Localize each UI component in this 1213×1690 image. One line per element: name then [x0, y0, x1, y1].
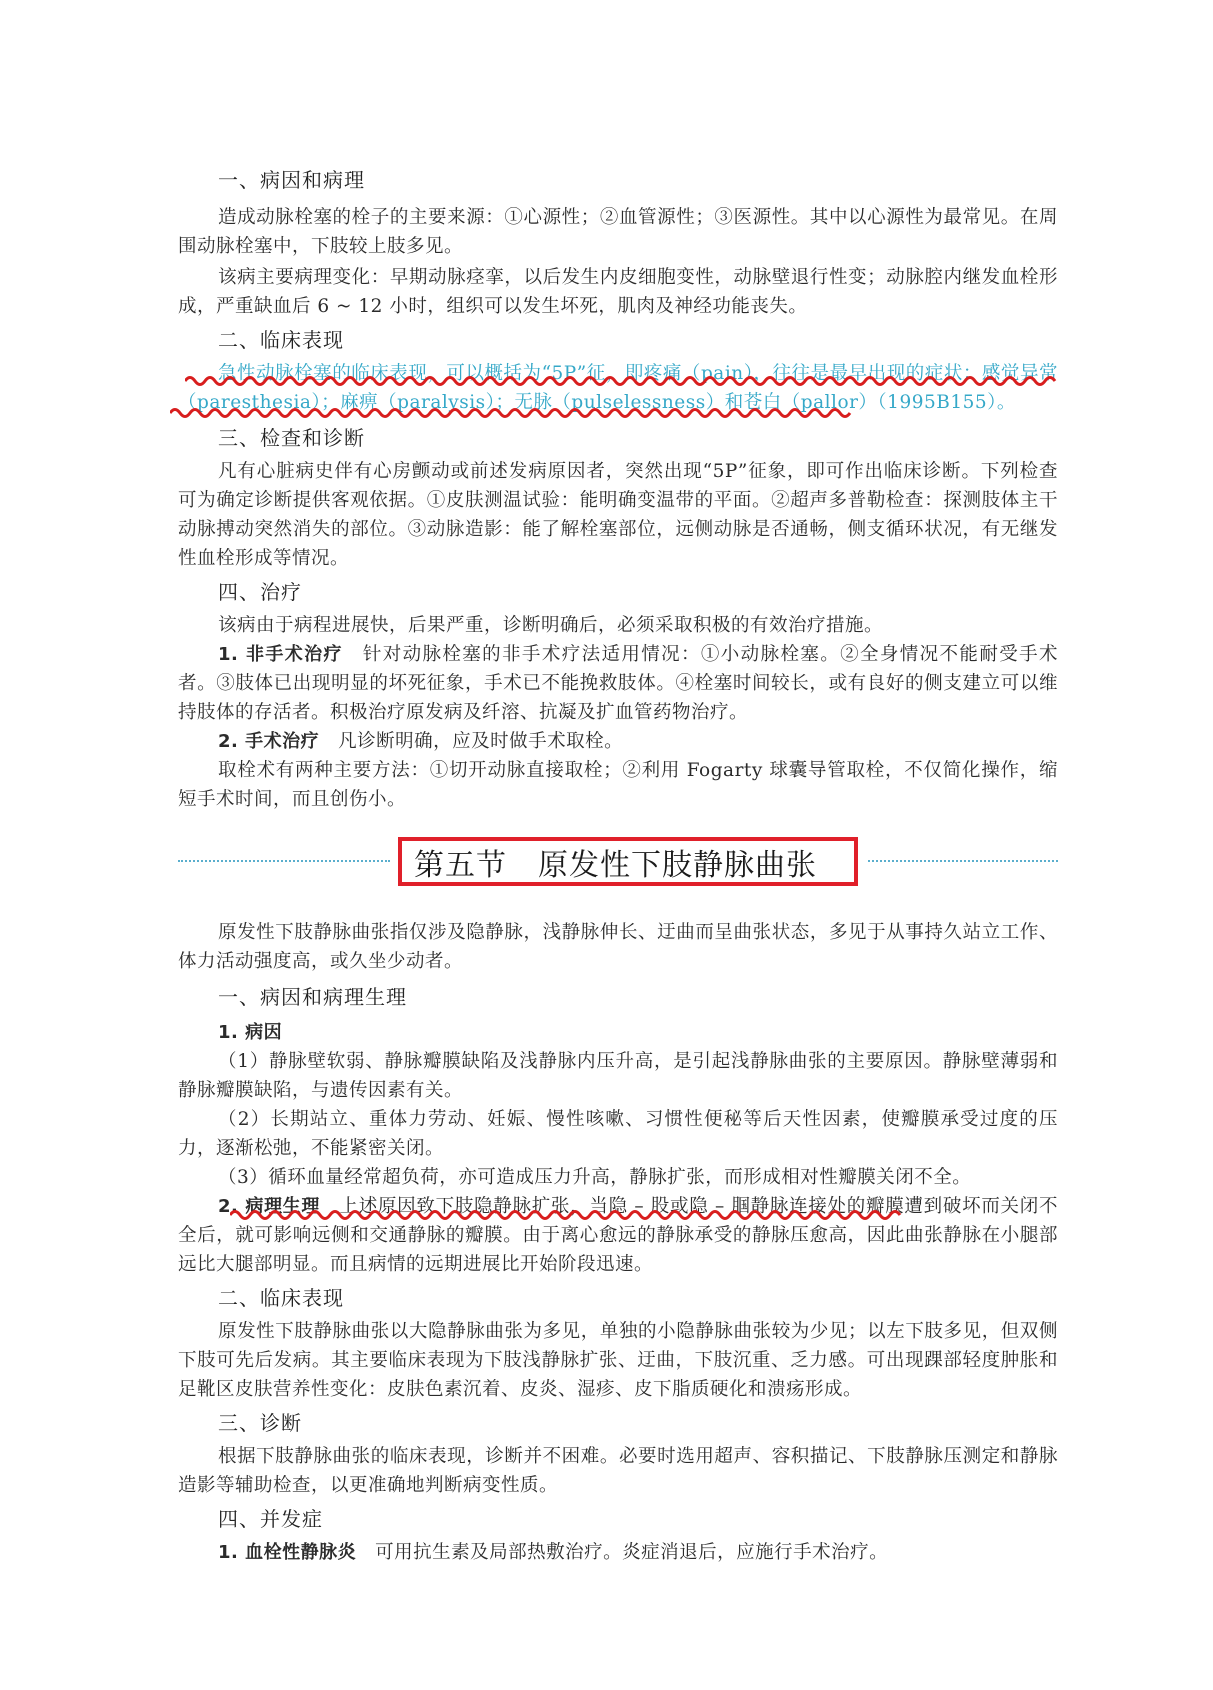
paragraph-5p-sign-highlighted: 急性动脉栓塞的临床表现，可以概括为“5P”征，即疼痛（pain），往往是最早出现的症状；感觉异常（paresthesia）；麻痹（paralysis）；无脉（pulselessness）和苍白（pallor）（1995B155）。 — [178, 363, 1058, 413]
subheading-nonsurgical: 1. 非手术治疗 — [218, 644, 343, 665]
section-title-box — [398, 837, 858, 886]
text-pathophysiology: 上述原因致下肢隐静脉扩张，当隐 – 股或隐 – 腘静脉连接处的瓣膜遭到破坏而关闭不全后，就可影响远侧和交通静脉的瓣膜。由于离心愈远的静脉承受的静脉压愈高，因此曲张静脉在小腿部远比大腿部明显。而且病情的远期进展比开始阶段迅速。 — [178, 1196, 1058, 1275]
heading-complications: 四、并发症 — [218, 1507, 323, 1531]
subheading-etiology: 1. 病因 — [218, 1022, 283, 1043]
subheading-thrombophlebitis: 1. 血栓性静脉炎 — [218, 1542, 357, 1563]
text-surgical: 凡诊断明确，应及时做手术取栓。 — [338, 731, 624, 752]
heading-treatment: 四、治疗 — [218, 580, 302, 604]
paragraph-cause-1: （1）静脉壁软弱、静脉瓣膜缺陷及浅静脉内压升高，是引起浅静脉曲张的主要原因。静脉壁薄弱和静脉瓣膜缺陷，与遗传因素有关。 — [178, 1051, 1058, 1101]
paragraph-treatment-intro: 该病由于病程进展快，后果严重，诊断明确后，必须采取积极的有效治疗措施。 — [218, 615, 884, 636]
heading-etiology-pathophysiology: 一、病因和病理生理 — [218, 985, 407, 1009]
paragraph-embolus-source: 造成动脉栓塞的栓子的主要来源：①心源性；②血管源性；③医源性。其中以心源性为最常见。在周围动脉栓塞中，下肢较上肢多见。 — [178, 207, 1058, 257]
paragraph-surgical — [178, 727, 1058, 756]
section-four-content — [178, 165, 1058, 814]
subheading-surgical: 2. 手术治疗 — [218, 731, 320, 752]
heading-clinical-manifestation: 二、临床表现 — [218, 328, 344, 352]
paragraph-thrombophlebitis — [178, 1538, 1058, 1567]
paragraph-cause-3: （3）循环血量经常超负荷，亦可造成压力升高，静脉扩张，而形成相对性瓣膜关闭不全。 — [218, 1167, 972, 1188]
paragraph-embolectomy: 取栓术有两种主要方法：①切开动脉直接取栓；②利用 Fogarty 球囊导管取栓，不仅简化操作，缩短手术时间，而且创伤小。 — [178, 760, 1058, 810]
heading-exam-diagnosis: 三、检查和诊断 — [218, 426, 365, 450]
heading-diagnosis-2: 三、诊断 — [218, 1411, 302, 1435]
dotted-rule-left — [178, 860, 390, 864]
dotted-rule-right — [868, 860, 1058, 864]
paragraph-varicose-definition: 原发性下肢静脉曲张指仅涉及隐静脉，浅静脉伸长、迂曲而呈曲张状态，多见于从事持久站立工作、体力活动强度高，或久坐少动者。 — [178, 922, 1058, 972]
subheading-pathophysiology: 2. 病理生理 — [218, 1196, 321, 1217]
paragraph-varicose-clinical: 原发性下肢静脉曲张以大隐静脉曲张为多见，单独的小隐静脉曲张较为少见；以左下肢多见，但双侧下肢可先后发病。其主要临床表现为下肢浅静脉扩张、迂曲，下肢沉重、乏力感。可出现踝部轻度肿胀和足靴区皮肤营养性变化：皮肤色素沉着、皮炎、湿疹、皮下脂质硬化和溃疡形成。 — [178, 1321, 1058, 1400]
section-title: 第五节 原发性下肢静脉曲张 — [414, 847, 817, 883]
text-thrombophlebitis: 可用抗生素及局部热敷治疗。炎症消退后，应施行手术治疗。 — [375, 1542, 889, 1563]
paragraph-nonsurgical — [178, 640, 1058, 727]
heading-clinical-manifestation-2: 二、临床表现 — [218, 1286, 344, 1310]
paragraph-cause-2: （2）长期站立、重体力劳动、妊娠、慢性咳嗽、习惯性便秘等后天性因素，使瓣膜承受过度的压力，逐渐松弛，不能紧密关闭。 — [178, 1109, 1058, 1159]
paragraph-varicose-diagnosis: 根据下肢静脉曲张的临床表现，诊断并不困难。必要时选用超声、容积描记、下肢静脉压测定和静脉造影等辅助检查，以更准确地判断病变性质。 — [178, 1446, 1058, 1496]
paragraph-pathophysiology — [178, 1192, 1058, 1279]
heading-etiology-pathology: 一、病因和病理 — [218, 168, 365, 192]
paragraph-etiology-label — [178, 1018, 1058, 1047]
text-nonsurgical: 针对动脉栓塞的非手术疗法适用情况：①小动脉栓塞。②全身情况不能耐受手术者。③肢体已出现明显的坏死征象，手术已不能挽救肢体。④栓塞时间较长，或有良好的侧支建立可以维持肢体的存活者。积极治疗原发病及纤溶、抗凝及扩血管药物治疗。 — [178, 644, 1058, 723]
paragraph-pathology: 该病主要病理变化：早期动脉痉挛，以后发生内皮细胞变性，动脉壁退行性变；动脉腔内继发血栓形成，严重缺血后 6 ~ 12 小时，组织可以发生坏死，肌肉及神经功能丧失。 — [178, 267, 1058, 317]
section-five-content — [178, 918, 1058, 1567]
paragraph-diagnosis: 凡有心脏病史伴有心房颤动或前述发病原因者，突然出现“5P”征象，即可作出临床诊断。下列检查可为确定诊断提供客观依据。①皮肤测温试验：能明确变温带的平面。②超声多普勒检查：探测肢体主干动脉搏动突然消失的部位。③动脉造影：能了解栓塞部位，远侧动脉是否通畅，侧支循环状况，有无继发性血栓形成等情况。 — [178, 461, 1058, 569]
